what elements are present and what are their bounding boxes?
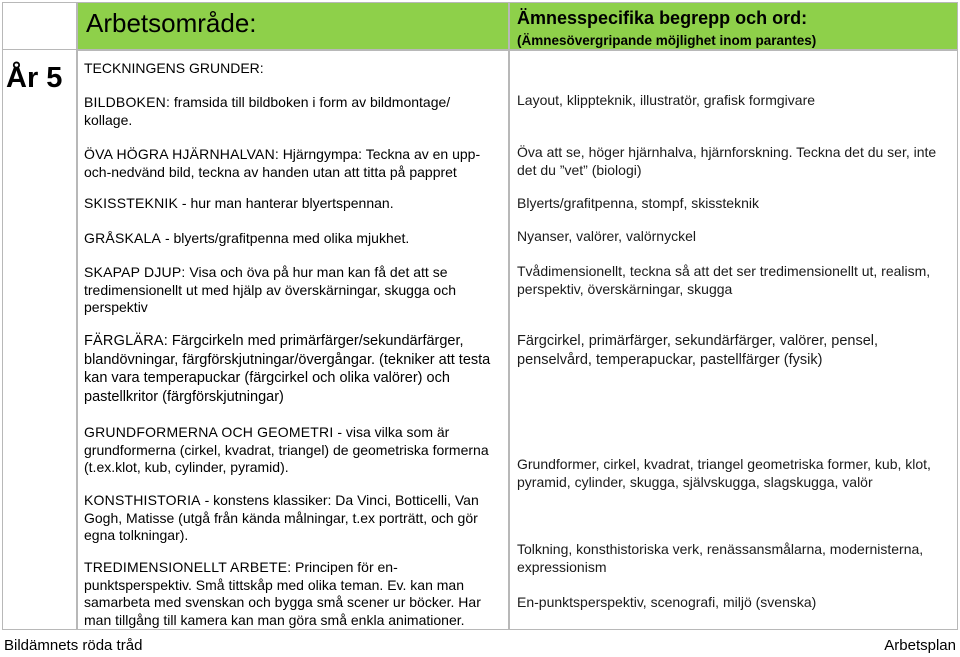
section-ova-hogra [84,146,502,181]
concept-row: Grundformer, cirkel, kvadrat, triangel geometriska former, kub, klot, pyramid, cylinder, skugga, självskugga, slagskugga, valör [517,456,931,490]
year-label: År 5 [6,62,63,94]
bildboken-key: BILDBOKEN: [84,94,171,110]
footer-right: Arbetsplan [884,637,956,654]
concept-subtitle: (Ämnesövergripande möjlighet inom parantes) [517,33,817,48]
geo-text: - visa vilka som är grundformerna (cirkel, kvadrat, triangel) de geometriska formerna (t.ex.klot, kub, cylinder, pyramid). [84,424,489,475]
farg-key: FÄRGLÄRA [84,333,164,349]
konst-text: - konstens klassiker: Da Vinci, Botticelli, Van Gogh, Matisse (utgå från kända målningar, t.ex porträtt, och gör egna tolkningar). [84,492,479,543]
graskala-key: GRÅSKALA [84,230,162,246]
geo-key: GRUNDFORMERNA OCH GEOMETRI [84,424,334,440]
section-konsthistoria [84,492,502,545]
concept-row: Layout, klippteknik, illustratör, grafisk formgivare [517,92,816,108]
section-djup [84,264,502,317]
tredim-text: : Principen för en-punktsperspektiv. Små tittskåp med olika teman. Ev. kan man samarbeta med svenskan och bygga små scener ur böcker. Har man tillgång till kamera kan man göra små enkla animationer. [84,559,481,628]
section-fargelara [84,332,502,406]
concept-row: Tolkning, konsthistoriska verk, renässansmålarna, modernisterna, expressionism [517,541,924,575]
skiss-text: - hur man hanterar blyertspennan. [178,195,394,211]
section-tredimensionellt [84,559,502,629]
footer-left: Bildämnets röda tråd [4,637,143,654]
concept-row: Tvådimensionellt, teckna så att det ser tredimensionellt ut, realism, perspektiv, överskärningar, skugga [517,263,931,297]
skiss-key: SKISSTEKNIK [84,195,179,211]
section-skissteknik [84,195,502,213]
graskala-text: - blyerts/grafitpenna med olika mjukhet. [161,230,410,246]
section-graskala [84,230,502,248]
section-teckningens-grunder [84,60,502,78]
concept-row: Öva att se, höger hjärnhalva, hjärnforskning. Teckna det du ser, inte det du ”vet” (biologi) [517,144,937,178]
djup-text: Visa och öva på hur man kan få det att se tredimensionellt ut med hjälp av överskärningar, skugga och perspektiv [84,264,456,315]
djup-key: SKAPAP DJUP: [84,264,186,280]
concept-row: Blyerts/grafitpenna, stompf, skissteknik [517,195,759,211]
section-bildboken [84,94,502,129]
section-geometri [84,424,502,477]
section-heading: TECKNINGENS GRUNDER: [84,60,264,76]
ova-key: ÖVA HÖGRA HJÄRNHALVAN [84,146,275,162]
concept-row: En-punktsperspektiv, scenografi, miljö (svenska) [517,594,817,610]
ova-text: : Hjärngympa: Teckna av en upp-och-nedvänd bild, teckna av handen utan att titta på pappret [84,146,481,180]
concept-row: Nyanser, valörer, valörnyckel [517,228,696,244]
farg-text: : Färgcirkeln med primärfärger/sekundärfärger, blandövningar, färgförskjutningar/övergångar. (tekniker att testa kan vara temperapuckar (färgcirkel och olika valörer) och pastellkritor (färgförskjutningar) [84,333,491,405]
bildboken-text: framsida till bildboken i form av bildmontage/ kollage. [84,94,451,128]
area-title: Arbetsområde: [86,8,257,38]
year-header-cell [2,2,77,50]
concept-title: Ämnesspecifika begrepp och ord: [517,8,808,28]
concept-row: Färgcirkel, primärfärger, sekundärfärger, valörer, pensel, penselvård, temperapuckar, pastellfärger (fysik) [517,333,879,368]
konst-key: KONSTHISTORIA [84,492,201,508]
year-column [2,50,77,630]
tredim-key: TREDIMENSIONELLT ARBETE [84,559,288,575]
